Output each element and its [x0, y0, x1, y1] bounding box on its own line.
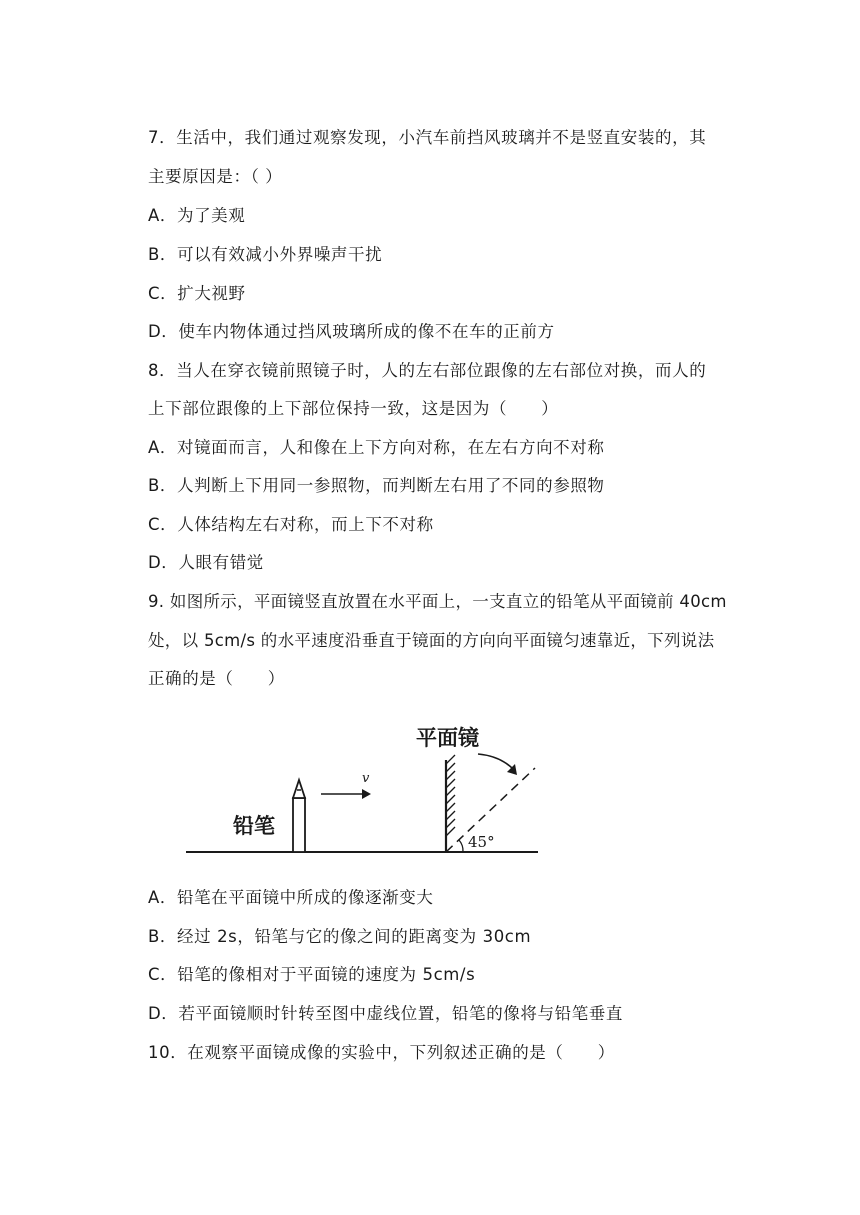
question-8-option-d: D．人眼有错觉	[148, 553, 264, 572]
question-9-option-b: B．经过 2s，铅笔与它的像之间的距离变为 30cm	[148, 927, 532, 946]
question-9-stem-line-1: 9. 如图所示，平面镜竖直放置在水平面上，一支直立的铅笔从平面镜前 40cm	[148, 592, 727, 611]
question-10-stem-line-1: 10．在观察平面镜成像的实验中，下列叙述正确的是（ ）	[148, 1043, 615, 1062]
rotation-arrow-icon	[478, 754, 517, 775]
question-8-option-b: B．人判断上下用同一参照物，而判断左右用了不同的参照物	[148, 476, 605, 495]
question-7-option-d: D．使车内物体通过挡风玻璃所成的像不在车的正前方	[148, 322, 555, 341]
question-9-option-a: A．铅笔在平面镜中所成的像逐渐变大	[148, 888, 434, 907]
angle-label: 45°	[468, 833, 495, 851]
question-9-stem-line-3: 正确的是（ ）	[148, 669, 285, 688]
question-8-option-a: A．对镜面而言，人和像在上下方向对称，在左右方向不对称	[148, 438, 605, 457]
velocity-arrow-icon	[321, 789, 371, 799]
angle-arc	[459, 840, 463, 852]
question-7-option-b: B．可以有效减小外界噪声干扰	[148, 245, 383, 264]
question-7-stem-line-1: 7．生活中，我们通过观察发现，小汽车前挡风玻璃并不是竖直安装的，其	[148, 128, 707, 147]
question-8-stem-line-1: 8．当人在穿衣镜前照镜子时，人的左右部位跟像的左右部位对换，而人的	[148, 361, 707, 380]
question-9-option-c: C．铅笔的像相对于平面镜的速度为 5cm/s	[148, 965, 476, 984]
question-7-option-c: C．扩大视野	[148, 284, 246, 303]
pencil-icon	[293, 780, 305, 852]
pencil-label: 铅笔	[233, 813, 275, 838]
velocity-label: v	[362, 771, 370, 786]
question-9-option-d: D．若平面镜顺时针转至图中虚线位置，铅笔的像将与铅笔垂直	[148, 1004, 624, 1023]
question-9-stem-line-2: 处，以 5cm/s 的水平速度沿垂直于镜面的方向向平面镜匀速靠近，下列说法	[148, 631, 715, 650]
question-8-option-c: C．人体结构左右对称，而上下不对称	[148, 515, 434, 534]
question-7-stem-line-2: 主要原因是：（ ）	[148, 167, 283, 186]
question-7-option-a: A．为了美观	[148, 206, 246, 225]
mirror-pencil-figure	[180, 712, 550, 862]
question-8-stem-line-2: 上下部位跟像的上下部位保持一致，这是因为（ ）	[148, 399, 559, 418]
mirror-label: 平面镜	[416, 725, 479, 750]
plane-mirror-icon	[446, 755, 455, 852]
